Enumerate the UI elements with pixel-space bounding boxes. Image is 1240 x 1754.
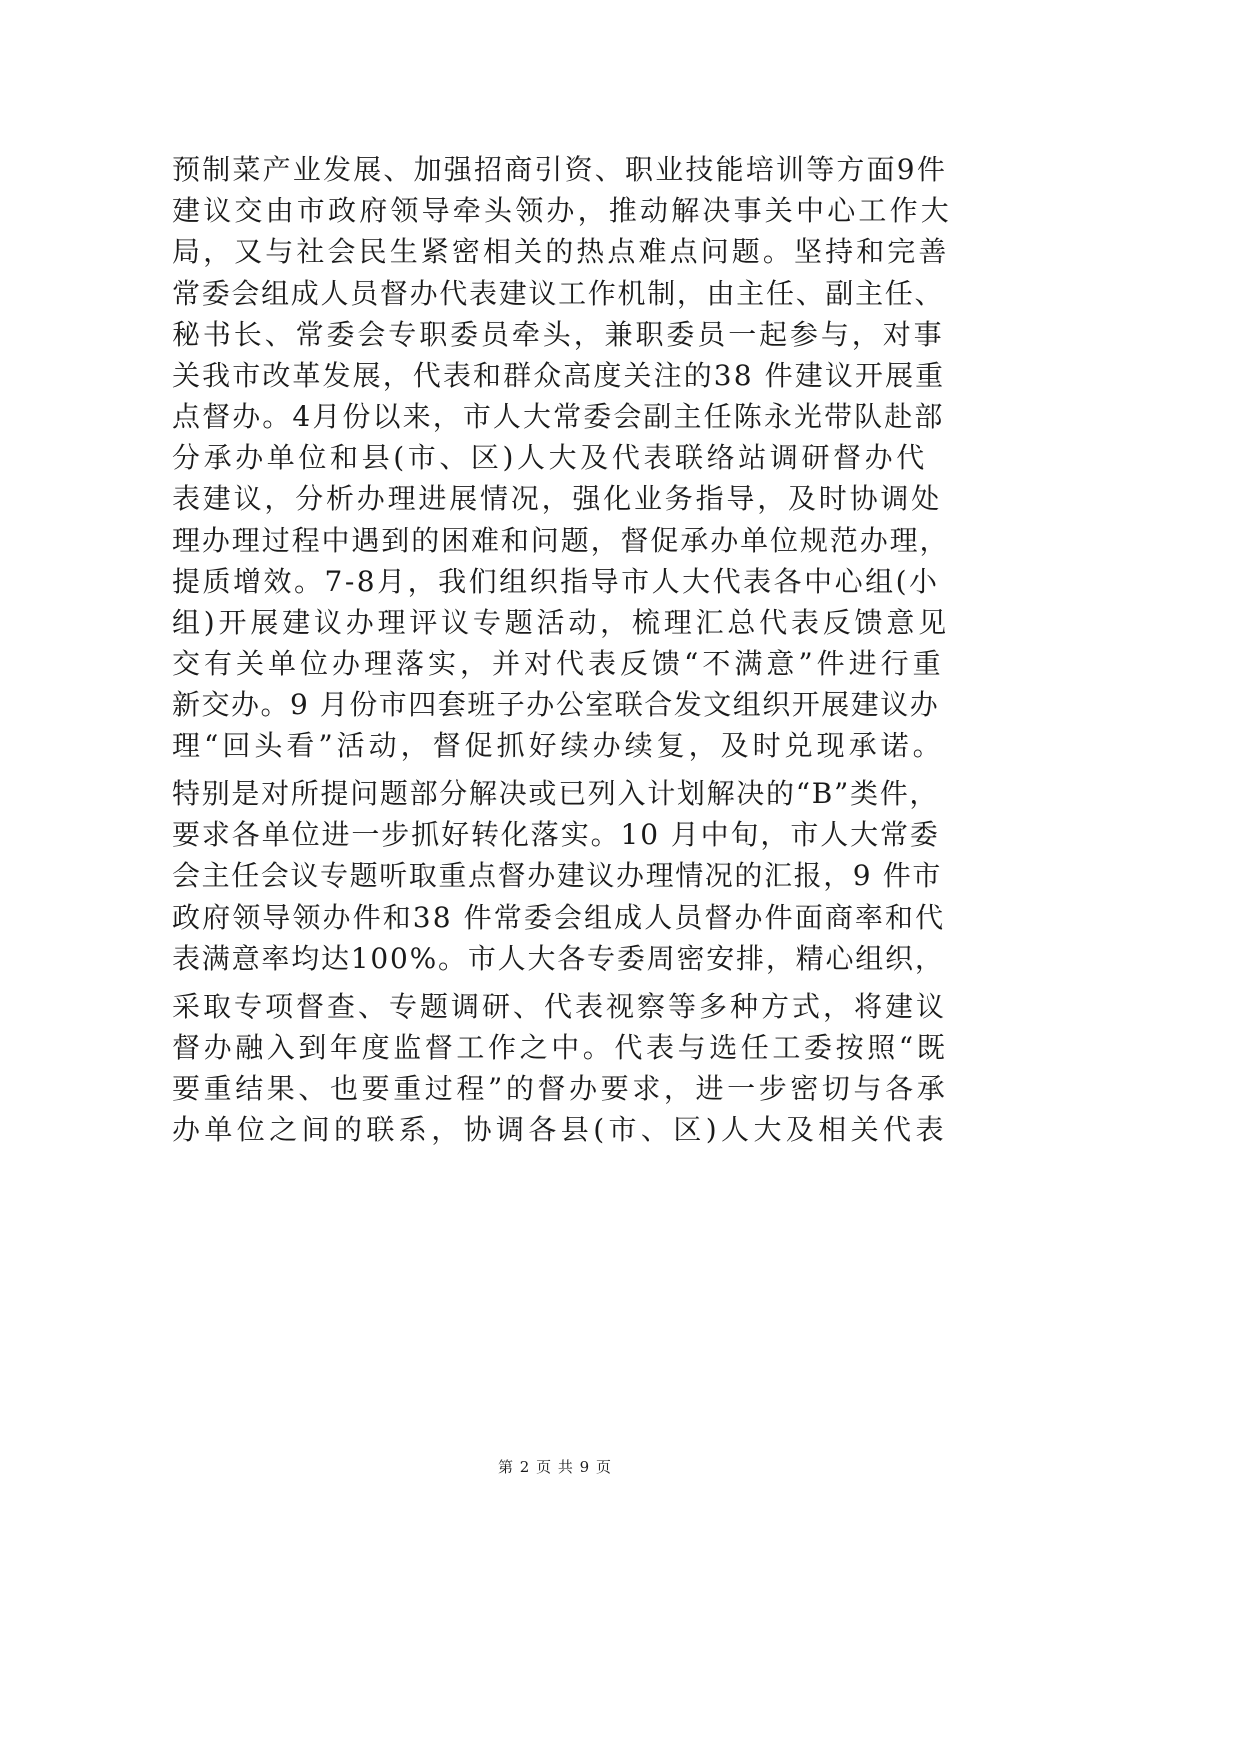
text-line: 新交办。9 月份市四套班子办公室联合发文组织开展建议办 xyxy=(172,688,940,721)
page-number-footer: 第 2 页 共 9 页 xyxy=(498,1458,612,1476)
text-line: 常委会组成人员督办代表建议工作机制，由主任、副主任、 xyxy=(172,277,945,310)
text-line: 分承办单位和县(市、区)人大及代表联络站调研督办代 xyxy=(172,441,928,474)
text-line: 理办理过程中遇到的困难和问题，督促承办单位规范办理， xyxy=(172,524,950,557)
text-line: 督办融入到年度监督工作之中。代表与选任工委按照“既 xyxy=(172,1031,949,1064)
text-line: 特别是对所提问题部分解决或已列入计划解决的“B”类件， xyxy=(172,777,940,810)
text-line: 组)开展建议办理评议专题活动，梳理汇总代表反馈意见 xyxy=(172,606,950,639)
text-line: 提质增效。7-8月，我们组织指导市人大代表各中心组(小 xyxy=(172,565,940,598)
text-line: 关我市改革发展，代表和群众高度关注的38 件建议开展重 xyxy=(172,359,946,392)
text-line: 会主任会议专题听取重点督办建议办理情况的汇报，9 件市 xyxy=(172,859,942,892)
text-line: 局，又与社会民生紧密相关的热点难点问题。坚持和完善 xyxy=(172,235,950,268)
text-line: 表满意率均达100%。市人大各专委周密安排，精心组织， xyxy=(172,942,945,975)
text-line: 建议交由市政府领导牵头领办，推动解决事关中心工作大 xyxy=(172,194,953,227)
text-line: 表建议，分析办理进展情况，强化业务指导，及时协调处 xyxy=(172,482,943,515)
text-line: 要求各单位进一步抓好转化落实。10 月中旬，市人大常委 xyxy=(172,818,940,851)
text-line: 预制菜产业发展、加强招商引资、职业技能培训等方面9件 xyxy=(172,153,948,186)
text-line: 秘书长、常委会专职委员牵头，兼职委员一起参与，对事 xyxy=(172,318,945,351)
text-line: 采取专项督查、专题调研、代表视察等多种方式，将建议 xyxy=(172,990,948,1023)
text-line: 理“回头看”活动，督促抓好续办续复，及时兑现承诺。 xyxy=(172,729,945,762)
text-line: 办单位之间的联系，协调各县(市、区)人大及相关代表 xyxy=(172,1113,948,1146)
text-line: 点督办。4月份以来，市人大常委会副主任陈永光带队赴部 xyxy=(172,400,945,433)
text-line: 政府领导领办件和38 件常委会组成人员督办件面商率和代 xyxy=(172,901,946,934)
text-line: 要重结果、也要重过程”的督办要求，进一步密切与各承 xyxy=(172,1072,949,1105)
text-line: 交有关单位办理落实，并对代表反馈“不满意”件进行重 xyxy=(172,647,945,680)
